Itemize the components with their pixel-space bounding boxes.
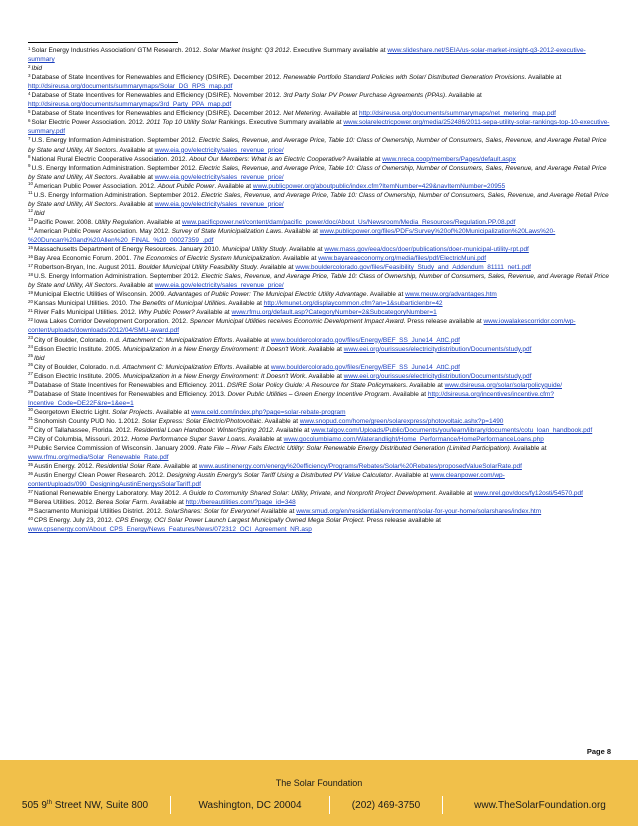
footnote-number: 7 [28, 135, 31, 141]
footnote-title: Residential Solar Rate [95, 463, 161, 471]
footnote-item [28, 155, 610, 164]
footnote-text: City of Tallahassee, Florida. 2012. [34, 426, 134, 434]
footnote-title: Municipalization in a New Energy Environment: It Doesn't Work [123, 372, 306, 380]
footnote-link[interactable]: www.talgov.com/Uploads/Public/Documents/you/learn/library/documents/cotu_loan_handbook.pdf [311, 426, 593, 434]
footnote-item [28, 209, 610, 218]
footnote-link[interactable]: www.rfmu.org/media/Solar_Renewable_Rate.pdf [28, 454, 169, 462]
footnote-number: 4 [28, 90, 31, 96]
footnote-text: American Public Power Association. 2012. [34, 182, 158, 190]
footnote-link[interactable]: www.publicpower.org/files/PDFs/Survey%20of%20Municipalization%20Laws%20-%20Duncan%20and%20Allen%20_FINAL_%20_00027359_.pdf [28, 227, 556, 244]
footnote-title: 3rd Party Solar PV Power Purchase Agreements (PPAs) [283, 92, 446, 100]
footnote-number: 37 [28, 488, 34, 494]
footnote-title: Municipal Utility Study [222, 246, 286, 254]
footnotes-section [28, 42, 610, 720]
footer-website-link[interactable]: www.TheSolarFoundation.org [474, 799, 606, 811]
footnote-item [28, 336, 610, 345]
footnote-text: . Executive Summary available at [289, 47, 388, 54]
footnote-number: 33 [28, 434, 34, 440]
footnote-title: Municipalization in a New Energy Environment: It Doesn't Work [123, 345, 306, 353]
footnote-text: Solar Electric Power Association. 2012. [31, 119, 147, 127]
footnote-link[interactable]: www.bayareaeconomy.org/media/files/pdf/ElectricMuni.pdf [318, 255, 487, 263]
footnote-number: 27 [28, 371, 34, 377]
footnote-title: Solar Market Insight: Q3 2012 [203, 47, 290, 54]
footnote-text: . Available at [225, 300, 264, 308]
page-number: Page 8 [586, 747, 611, 756]
footnote-number: 34 [28, 443, 34, 449]
footnote-text: . Available at [281, 227, 320, 235]
footnote-title: Dover Public Utilities – Green Energy Incentive Program [227, 390, 390, 398]
footnote-item [28, 109, 610, 118]
footnote-number: 16 [28, 253, 34, 259]
footnote-text: . Available at [152, 408, 192, 416]
footnote-title: Berea Solar Farm [95, 499, 148, 507]
footnote-item [28, 444, 610, 462]
footnote-number: 18 [28, 271, 34, 277]
footnote-item [28, 254, 610, 263]
footnote-title: SolarShares: Solar for Everyone! [164, 508, 260, 516]
footnote-text: CPS Energy. July 23, 2012. [34, 517, 116, 525]
footnote-item [28, 372, 610, 381]
footnote-item [28, 471, 610, 489]
footnote-text: City of Boulder, Colorado. n.d. [34, 363, 123, 371]
footnote-item [28, 73, 610, 91]
footnote-text: Solar Energy Industries Association/ GTM Research. 2012. [31, 47, 204, 54]
footnote-link[interactable]: www.dsireusa.org/solar/solarpolicyguide/ [444, 381, 562, 389]
footnote-text: U.S. Energy Information Administration. September 2012. [31, 137, 199, 145]
footnote-text: Municipal Electric Utilities of Wisconsin. 2009. [34, 291, 168, 299]
footnote-title: Ibid [34, 354, 45, 362]
footnote-item [28, 136, 610, 154]
footnote-item [28, 191, 610, 209]
footnote-link[interactable]: www.bouldercolorado.gov/files/Feasibility_Study_and_Addendum_81111_net1.pdf [295, 264, 531, 272]
footnote-text: . Available at [285, 246, 325, 254]
footnote-link[interactable]: www.bouldercolorado.gov/files/Energy/BEF_SS_June14_AttC.pdf [270, 363, 460, 371]
footnote-link[interactable]: www.pacificpower.net/content/dam/pacific_power/doc/About_Us/Newsroom/Media_Resources/Regulation.PP.08.pdf [182, 218, 516, 226]
footnote-link[interactable]: www.cleanpower.com/wp-content/uploads/090_DesigningAustinEnergysSolarTariff.pdf [28, 472, 505, 489]
footnote-text: Pacific Power. 2008. [34, 218, 95, 226]
footnote-number: 21 [28, 307, 34, 313]
footnote-link[interactable]: http://dsireusa.org/documents/summarymaps/Solar_DG_RPS_map.pdf [28, 83, 233, 91]
footnote-link[interactable]: http://dsireusa.org/incentives/incentive.cfm?Incentive_Code=DE22F&re=1&ee=1 [28, 390, 554, 407]
footnote-link[interactable]: http://dsireusa.org/documents/summarymaps/net_metering_map.pdf [359, 110, 556, 118]
footnote-title: Ibid [31, 65, 42, 73]
footnote-item [28, 308, 610, 317]
footnote-item [28, 417, 610, 426]
footnote-text: Available at [194, 309, 232, 317]
footnote-link[interactable]: www.eei.org/ourissues/electricitydistribution/Documents/study.pdf [343, 345, 532, 353]
footnote-number: 10 [28, 181, 34, 187]
footnote-link[interactable]: www.nrel.gov/docs/fy12osti/54570.pdf [473, 490, 583, 498]
footnote-item [28, 218, 610, 227]
footnote-link[interactable]: www.mass.gov/eea/docs/doer/publications/doer-municipal-utility-rpt.pdf [324, 246, 529, 254]
footnote-text: . Available at [279, 255, 319, 263]
footnote-text: . Available at [366, 291, 406, 299]
footnote-link[interactable]: www.rfmu.org/default.asp?CategoryNumber=2&SubcategoryNumber=1 [231, 309, 437, 317]
footnote-text: Available at [345, 155, 383, 163]
footnote-text: . Available at [232, 336, 271, 344]
footnote-title: Ibid [34, 209, 45, 217]
footnote-title: Net Metering [283, 110, 321, 118]
footnote-title: 2011 Top 10 Utility Solar [146, 119, 217, 127]
footnote-link[interactable]: www.bouldercolorado.gov/files/Energy/BEF_SS_June14_AttC.pdf [270, 336, 460, 344]
footnote-text: Austin Energy. 2012. [34, 463, 96, 471]
footnote-text: City of Columbia, Missouri. 2012. [34, 436, 132, 444]
footnote-title: Boulder Municipal Utility Feasibility Study [138, 264, 257, 272]
page-footer [0, 760, 638, 826]
footnote-number: 39 [28, 506, 34, 512]
footnote-item [28, 345, 610, 354]
footnote-link[interactable]: www.snopud.com/home/green/solarexpress/photovoltaic.ashx?p=1490 [299, 417, 504, 425]
footnote-text: Database of State Incentives for Renewables and Efficiency (DSIRE). November 2012. [31, 92, 284, 100]
footnote-item [28, 435, 610, 444]
footnote-number: 32 [28, 425, 34, 431]
footnote-number: 5 [28, 108, 31, 114]
footer-street-prefix: 505 9 [21, 799, 47, 811]
footnote-number: 28 [28, 380, 34, 386]
footnote-number: 1 [28, 45, 31, 51]
footnote-title: Home Performance Super Saver Loans [131, 436, 246, 444]
footnote-link[interactable]: www.gocolumbiamo.com/Waterandlight/Home_Performance/HomePerformanceLoans.php [283, 436, 544, 444]
footnote-text: Sacramento Municipal Utilities District. 2012. [34, 508, 165, 516]
footnote-text: . Available at [272, 426, 312, 434]
footnote-text: National Rural Electric Cooperative Association. 2012. [31, 155, 190, 163]
footnote-item [28, 426, 610, 435]
footnote-text: Austin Energy/ Clean Power Research. 2012. [34, 472, 167, 480]
footer-city: Washington, DC 20004 [198, 799, 302, 811]
footnote-item [28, 182, 610, 191]
footnote-text: . Available at [116, 200, 155, 208]
footnote-item [28, 299, 610, 308]
footnote-text: Public Service Commission of Wisconsin. January 2009. [34, 445, 199, 453]
footer-street-sup: th [46, 799, 52, 806]
footnote-link[interactable]: http://dsireusa.org/documents/summarymaps/3rd_Party_PPA_map.pdf [28, 101, 232, 109]
footnote-text: . Available at [445, 92, 482, 100]
footnote-link[interactable]: www.nreca.coop/members/Pages/default.aspx [382, 155, 516, 163]
footnote-text: . Available at [232, 363, 271, 371]
footnote-text: National Renewable Energy Laboratory. May 2012. [34, 490, 183, 498]
footnote-title: A Guide to Community Shared Solar: Utility, Private, and Nonprofit Project Development [182, 490, 436, 498]
footnote-item [28, 507, 610, 516]
footnote-text: . Available at [389, 390, 428, 398]
footnote-item [28, 164, 610, 182]
footnote-item [28, 317, 610, 335]
footnote-number: 25 [28, 353, 34, 359]
footnote-number: 8 [28, 154, 31, 160]
footer-phone: (202) 469-3750 [351, 799, 421, 811]
footnote-text: . Available at [261, 417, 300, 425]
footnote-text: . Available at [116, 282, 155, 290]
footnote-text: U.S. Energy Information Administration. September 2012. [34, 273, 202, 281]
footnote-item [28, 272, 610, 290]
footnote-number: 29 [28, 389, 34, 395]
footnote-text: Iowa Lakes Corridor Development Corporation. 2012. [34, 318, 190, 326]
footnote-link[interactable]: www.celd.com/index.php?page=solar-rebate-program [191, 408, 346, 416]
footnote-title: Spencer Municipal Utilities receives Economic Development Impact Award [189, 318, 404, 326]
footnote-number: 24 [28, 344, 34, 350]
footnote-link[interactable]: www.eia.gov/electricity/sales_revenue_price/ [154, 146, 284, 154]
footnote-number: 12 [28, 208, 34, 214]
footnote-number: 40 [28, 515, 34, 521]
footnote-text: Edison Electric Institute. 2005. [34, 345, 124, 353]
footnote-number: 17 [28, 262, 34, 268]
footnote-title: The Benefits of Municipal Utilities [129, 300, 226, 308]
footnote-item [28, 408, 610, 417]
footnote-text: Berea Utilities. 2012. [34, 499, 96, 507]
footnote-number: 38 [28, 497, 34, 503]
footnote-text: Bay Area Economic Forum. 2001. [34, 255, 134, 263]
footnote-text: U.S. Energy Information Administration. September 2012. [31, 164, 199, 172]
footnote-number: 22 [28, 316, 34, 322]
footnote-text: . Available at [320, 110, 359, 118]
footnote-number: 20 [28, 298, 34, 304]
footnote-number: 3 [28, 72, 31, 78]
footnote-number: 15 [28, 244, 34, 250]
footnote-text: . Available at [256, 264, 296, 272]
footnote-number: 13 [28, 217, 34, 223]
footnote-title: Attachment C: Municipalization Efforts [122, 363, 233, 371]
footnote-number: 23 [28, 335, 34, 340]
footnote-title: DSIRE Solar Policy Guide: A Resource for State Policymakers [226, 381, 407, 389]
footnote-text: . Available at [245, 436, 284, 444]
footnote-item [28, 91, 610, 109]
footnote-number: 6 [28, 117, 31, 123]
footer-contact-row [0, 796, 638, 814]
footnote-link[interactable]: www.cpsenergy.com/About_CPS_Energy/News_Features/News/072312_OCI_Agreement_NR.asp [28, 526, 312, 534]
footnote-text: . Available at [214, 182, 253, 190]
footnote-text: Massachusetts Department of Energy Resources. January 2010. [34, 246, 223, 254]
footnote-text: . Available at [147, 499, 186, 507]
footnote-link[interactable]: www.eia.gov/electricity/sales_revenue_price/ [154, 173, 284, 181]
footnote-text: Database of State Incentives for Renewables and Efficiency. 2011. [34, 381, 227, 389]
footnote-text: . Available at [391, 472, 431, 480]
footnote-text: Snohomish County PUD No. 1.2012. [34, 417, 142, 425]
footnote-title: Electric Sales, Revenue, and Average Price, Table 10: Class of Ownership, Number of Consumers, Sales, Revenue, and Average Retail Price by State and Utility, All Sectors [28, 191, 609, 208]
footnote-title: Electric Sales, Revenue, and Average Price, Table 10: Class of Ownership, Number of Consumers, Sales, Revenue, and Average Retail Price by State and Utility, All Sectors [28, 137, 607, 154]
footnote-title: Designing Austin Energy's Solar Tariff Using a Distributed PV Value Calculator [166, 472, 392, 480]
footer-organization: The Solar Foundation [275, 778, 363, 788]
footnote-number: 35 [28, 461, 34, 467]
footnote-title: About Our Members: What is an Electric Cooperative? [189, 155, 346, 163]
footnote-number: 36 [28, 470, 34, 476]
footnote-list [28, 46, 610, 535]
footnote-text: River Falls Municipal Utilities. 2012. [34, 309, 139, 317]
footnote-text: . Available at [305, 345, 344, 353]
footnote-number: 14 [28, 226, 34, 232]
footnote-title: Why Public Power? [138, 309, 195, 317]
footnote-item [28, 290, 610, 299]
footnote-text: City of Boulder, Colorado. n.d. [34, 336, 123, 344]
footnote-title: Solar Projects [112, 408, 153, 416]
footnote-link[interactable]: www.eia.gov/electricity/sales_revenue_price/ [154, 282, 284, 290]
footnote-title: About Public Power [157, 182, 215, 190]
footnote-item [28, 64, 610, 73]
footnote-number: 30 [28, 407, 34, 413]
footnote-text: . Press release available at [403, 318, 484, 326]
footnote-text: . Available at [406, 381, 445, 389]
footnote-text: . Available at [116, 146, 155, 154]
footnote-title: Electric Sales, Revenue, and Average Price, Table 10: Class of Ownership, Number of Consumers, Sales, Revenue, and Average Retail Price by State and Utility, All Sectors [28, 273, 609, 290]
footnote-number: 26 [28, 362, 34, 368]
footnote-text: . Available at [524, 74, 562, 82]
footnote-text: Rankings. Executive Summary available at [216, 119, 344, 127]
footnote-title: Attachment C: Municipalization Efforts [122, 336, 233, 344]
footnote-divider [28, 42, 178, 43]
footnote-title: Advantages of Public Power: The Municipal Electric Utility Advantage [167, 291, 367, 299]
footnote-title: Renewable Portfolio Standard Policies with Solar/ Distributed Generation Provisions [283, 74, 525, 82]
footnote-title: Residential Loan Handbook: Winter/Spring 2012 [133, 426, 273, 434]
footnote-link[interactable]: www.solarelectricpower.org/media/252486/2011-sepa-utility-solar-rankings-top-10-executive-summary.pdf [28, 119, 610, 136]
footnote-text: Edison Electric Institute. 2005. [34, 372, 124, 380]
footnote-title: The Economics of Electric System Municipalization [133, 255, 280, 263]
footnote-number: 31 [28, 416, 34, 422]
footnote-item [28, 245, 610, 254]
footnote-title: Electric Sales, Revenue, and Average Price, Table 10: Class of Ownership, Number of Consumers, Sales, Revenue, and Average Retail Price by State and Utility, All Sectors [28, 164, 607, 181]
footnote-item [28, 227, 610, 245]
footnote-text: Database of State Incentives for Renewables and Efficiency (DSIRE). December 2012. [31, 110, 284, 118]
footnote-text: Georgetown Electric Light. [34, 408, 113, 416]
footnote-title: Survey of State Municipalization Laws [171, 227, 282, 235]
footnote-item [28, 118, 610, 136]
footnote-item [28, 498, 610, 507]
footnote-link[interactable]: www.eia.gov/electricity/sales_revenue_price/ [154, 200, 284, 208]
footnote-text: . Available at [509, 445, 547, 453]
footnote-item [28, 390, 610, 408]
footnote-link[interactable]: www.publicpower.org/aboutpublic/index.cfm?ItemNumber=429&navItemNumber=20955 [252, 182, 506, 190]
footnote-text: . Available at [143, 218, 183, 226]
footnote-item [28, 354, 610, 363]
footnote-number: 2 [28, 63, 31, 69]
footnote-item [28, 381, 610, 390]
footnote-text: Robertson-Bryan, Inc. August 2011. [34, 264, 139, 272]
footnote-item [28, 363, 610, 372]
footnote-item [28, 516, 610, 534]
footnote-link[interactable]: www.austinenergy.com/energy%20efficiency/Programs/Rebates/Solar%20Rebates/proposedValueSolarRate.pdf [198, 463, 522, 471]
footnote-text: . Available at [305, 372, 344, 380]
footnote-number: 11 [28, 190, 33, 196]
footnote-text: U.S. Energy Information Administration. September 2012. [33, 191, 201, 199]
footer-street-address [0, 800, 170, 811]
footnote-text: Database of State Incentives for Renewables and Efficiency (DSIRE). December 2012. [31, 74, 284, 82]
footnote-text: Database of State Incentives for Renewables and Efficiency. 2013. [34, 390, 228, 398]
footnote-text: . Available at [435, 490, 474, 498]
footnote-number: 19 [28, 289, 34, 295]
footnote-title: Solar Express: Solar Electric/Photovoltaic [141, 417, 262, 425]
footer-street-suffix: Street NW, Suite 800 [51, 799, 149, 811]
footnote-link[interactable]: www.iowalakescorridor.com/wp-content/uploads/downloads/2012/04/SMU-award.pdf [28, 318, 576, 335]
footnote-link[interactable]: http://kmunet.org/displaycommon.cfm?an=1&subarticlenbr=42 [263, 300, 443, 308]
footnote-text: Kansas Municipal Utilities. 2010. [34, 300, 130, 308]
footnote-title: Rate File – River Falls Electric Utility: Solar Renewable Energy Distributed Generation (Limited Participation) [198, 445, 510, 453]
footnote-item [28, 489, 610, 498]
footnote-link[interactable]: www.smud.org/en/residential/environment/solar-for-your-home/solarshares/index.htm [296, 508, 542, 516]
footnote-item [28, 46, 610, 64]
footnote-number: 9 [28, 163, 31, 169]
footnote-text: . Press release available at [362, 517, 441, 525]
footnote-link[interactable]: www.slideshare.net/SEIA/us-solar-market-insight-q3-2012-executive-summary [28, 47, 586, 64]
footnote-item [28, 263, 610, 272]
footnote-title: CPS Energy, OCI Solar Power Launch Largest Municipally Owned Mega Solar Project [115, 517, 363, 525]
footnote-text: . Available at [116, 173, 155, 181]
footnote-text: . Available at [160, 463, 199, 471]
footnote-link[interactable]: www.eei.org/ourissues/electricitydistribution/Documents/study.pdf [343, 372, 532, 380]
footnote-text: American Public Power Association. May 2012. [34, 227, 172, 235]
footnote-title: Utility Regulation [94, 218, 144, 226]
footnote-text: Available at [259, 508, 297, 516]
footnote-item [28, 462, 610, 471]
footnote-link[interactable]: http://bereautilities.com/?page_id=348 [185, 499, 296, 507]
footnote-link[interactable]: www.meuw.org/advantages.htm [405, 291, 497, 299]
